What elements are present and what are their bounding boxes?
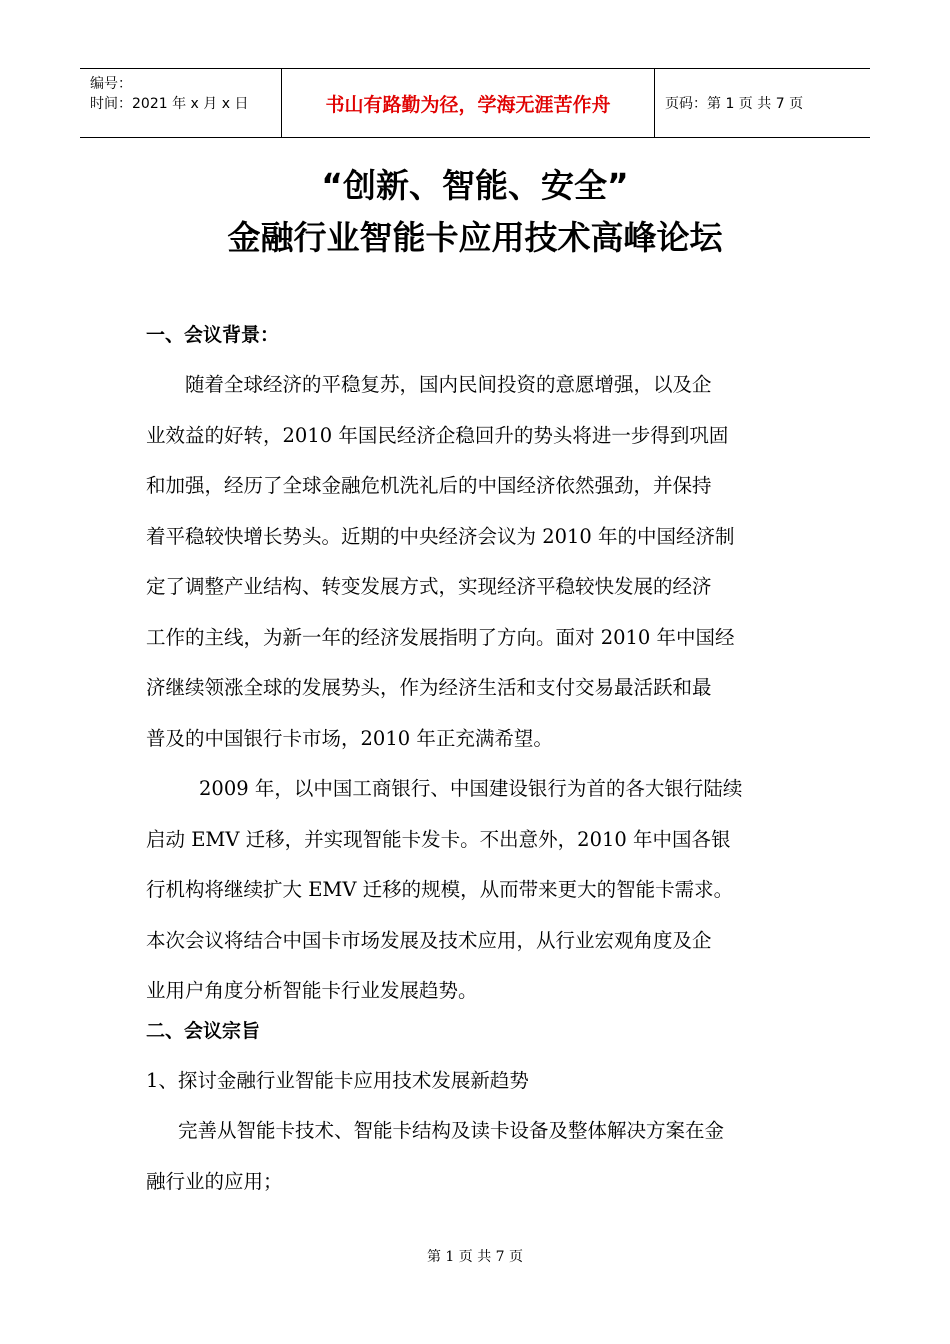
header-motto: 书山有路勤为径，学海无涯苦作舟 xyxy=(281,69,655,137)
header-meta xyxy=(80,69,281,137)
paragraph-line: 本次会议将结合中国卡市场发展及技术应用，从行业宏观角度及企 xyxy=(146,928,712,952)
paragraph-line: 和加强，经历了全球金融危机洗礼后的中国经济依然强劲，并保持 xyxy=(146,474,712,497)
header-time-label: 时间：2021 年 x 月 x 日 xyxy=(90,96,249,112)
section1-heading: 一、会议背景： xyxy=(146,324,280,346)
paragraph-line: 工作的主线，为新一年的经济发展指明了方向。面对 2010 年中国经 xyxy=(146,625,735,649)
header-page-info: 页码：第 1 页 共 7 页 xyxy=(665,96,804,112)
section2-item1-description xyxy=(146,1106,806,1207)
paragraph-line: 完善从智能卡技术、智能卡结构及读卡设备及整体解决方案在金 xyxy=(178,1119,725,1142)
paragraph-line: 融行业的应用； xyxy=(146,1169,283,1193)
section1-paragraph2 xyxy=(146,764,806,1017)
paragraph-line: 启动 EMV 迁移，并实现智能卡发卡。不出意外，2010 年中国各银 xyxy=(146,827,731,851)
header-number-label: 编号： xyxy=(90,76,132,92)
paragraph-line: 着平稳较快增长势头。近期的中央经济会议为 2010 年的中国经济制 xyxy=(146,524,735,548)
paragraph-line: 2009 年，以中国工商银行、中国建设银行为首的各大银行陆续 xyxy=(199,777,743,800)
paragraph-line: 随着全球经济的平稳复苏，国内民间投资的意愿增强，以及企 xyxy=(185,373,712,396)
document-title-line2: 金融行业智能卡应用技术高峰论坛 xyxy=(227,218,723,257)
paragraph-line: 普及的中国银行卡市场，2010 年正充满希望。 xyxy=(146,726,553,750)
section2-item1: 1、探讨金融行业智能卡应用技术发展新趋势 xyxy=(146,1069,529,1092)
paragraph-line: 业效益的好转，2010 年国民经济企稳回升的势头将进一步得到巩固 xyxy=(146,423,729,447)
paragraph-line: 济继续领涨全球的发展势头，作为经济生活和支付交易最活跃和最 xyxy=(146,676,712,699)
paragraph-line: 业用户角度分析智能卡行业发展趋势。 xyxy=(146,979,478,1002)
document-title-line1: “创新、智能、安全” xyxy=(321,166,629,205)
paragraph-line: 定了调整产业结构、转变发展方式，实现经济平稳较快发展的经济 xyxy=(146,575,712,598)
document-header xyxy=(80,68,870,138)
section2-heading: 二、会议宗旨 xyxy=(146,1020,261,1042)
section1-paragraph1 xyxy=(146,360,806,764)
page-footer: 第 1 页 共 7 页 xyxy=(426,1249,524,1265)
paragraph-line: 行机构将继续扩大 EMV 迁移的规模，从而带来更大的智能卡需求。 xyxy=(146,878,734,901)
